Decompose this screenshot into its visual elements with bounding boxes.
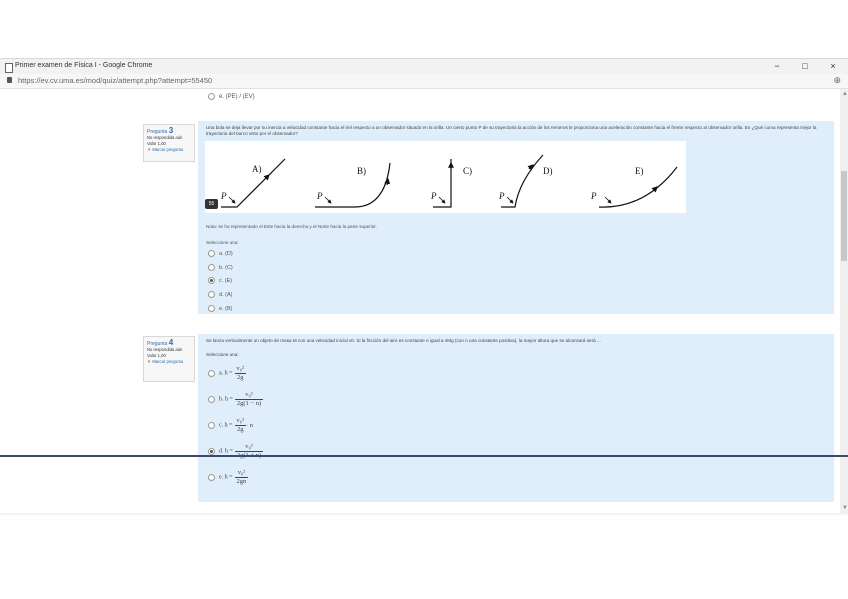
radio-button[interactable] [208,305,215,312]
radio-button[interactable] [208,93,215,100]
q4-option-a[interactable]: a. h = $\frac{\text{v₀²}}{2g}$ [208,365,246,382]
vertical-scrollbar[interactable] [840,89,848,513]
question-4-info [143,336,195,382]
q3-option-b[interactable]: b. (C) [208,264,233,271]
close-button[interactable]: × [830,61,836,71]
flag-question-link[interactable]: ▼ Marcar pregunta [147,147,184,152]
flag-question-link[interactable]: ▼ Marcar pregunta [147,359,184,364]
scrollbar-thumb[interactable] [841,171,847,261]
q4-option-d[interactable]: d. h = v₀² [208,443,263,460]
browser-window [0,58,848,515]
radio-button[interactable] [208,396,215,403]
point-p-c: P [431,191,437,201]
point-p-e: P [591,191,597,201]
page-content [0,89,840,513]
label-e: E) [635,166,644,176]
label-a: A) [252,164,262,174]
question-number: Pregunta 4 [147,338,174,347]
restore-button[interactable]: □ [802,61,808,71]
question-4-select-label: Seleccione una: [206,352,239,357]
label-b: B) [357,166,366,176]
scroll-down-icon[interactable]: ▼ [842,505,848,511]
radio-button[interactable] [208,264,215,271]
point-p-d: P [499,191,505,201]
question-value: Valor 1,00 [147,141,166,146]
radio-button[interactable] [208,250,215,257]
question-3-select-label: Seleccione una: [206,240,239,245]
question-status: No respondida aún [147,135,183,140]
image-badge: 55 [205,199,218,209]
q4-option-e[interactable]: e. h = $\frac{\text{v₀²}}{2gn}$ [208,469,248,486]
label-d: D) [543,166,553,176]
scroll-up-icon[interactable]: ▲ [842,91,848,97]
question-number: Pregunta 3 [147,126,174,135]
question-3-note: Nota: se ha representado el Este hacia la derecha y el Norte hacia la parte superior. [206,224,377,229]
point-p-a: P [221,191,227,201]
url-text[interactable]: https://ev.cv.uma.es/mod/quiz/attempt.php?attempt=55450 [18,76,213,85]
q3-option-a[interactable]: a. (D) [208,250,233,257]
lock-icon [7,77,12,83]
question-4-box [198,334,834,502]
zoom-icon[interactable]: ⊕ [833,75,841,85]
question-status: No respondida aún [147,347,183,352]
title-bar [0,58,848,75]
question-3-info [143,124,195,162]
taskbar-edge [0,455,848,457]
point-p-b: P [317,191,323,201]
radio-button[interactable] [208,291,215,298]
label-c: C) [463,166,472,176]
radio-button[interactable] [208,474,215,481]
radio-button-selected[interactable] [208,277,215,284]
q3-option-c[interactable]: c. (E) [208,277,232,284]
q4-option-c[interactable]: c. h = $\frac{\text{v₀²}}{2g}$ · n [208,417,253,434]
address-bar[interactable] [0,74,848,89]
radio-button-selected[interactable] [208,448,215,455]
question-value: Valor 1,00 [147,353,166,358]
q4-option-b[interactable]: b. h = $\frac{\text{v₀²}}{2g(1 - n)}$ [208,391,263,408]
radio-button[interactable] [208,370,215,377]
curve-d [501,155,543,207]
minimize-button[interactable]: − [774,61,780,71]
q3-option-e[interactable]: e. (B) [208,305,232,312]
page-icon [5,63,13,73]
window-title: Primer examen de Física I - Google Chrome [15,62,153,69]
question-4-text: Se lanza verticalmente un objeto de masa M con una velocidad inicial v0. Si la fricción del aire es constante e igual a nMg (con n una constante positiva), la mayor altura que se alcanzará será ... [206,338,601,343]
previous-question-option[interactable]: e. (PE) / (EV) [208,93,255,100]
trajectory-figure [205,141,686,213]
radio-button[interactable] [208,422,215,429]
q3-option-d[interactable]: d. (A) [208,291,232,298]
curve-b [315,163,390,207]
question-3-text: Una bola se deja llevar por su inercia a velocidad constante hacia el riel respecto a un observador situado en la orilla. Un cierto punto P de su trayectoria la acción de los remeros le proporciona una aceleración constante hacia el frente respecto al observador orilla. En ¿Qué curva representa mejor la trayectoria del barco visto por el observador? [206,125,817,136]
